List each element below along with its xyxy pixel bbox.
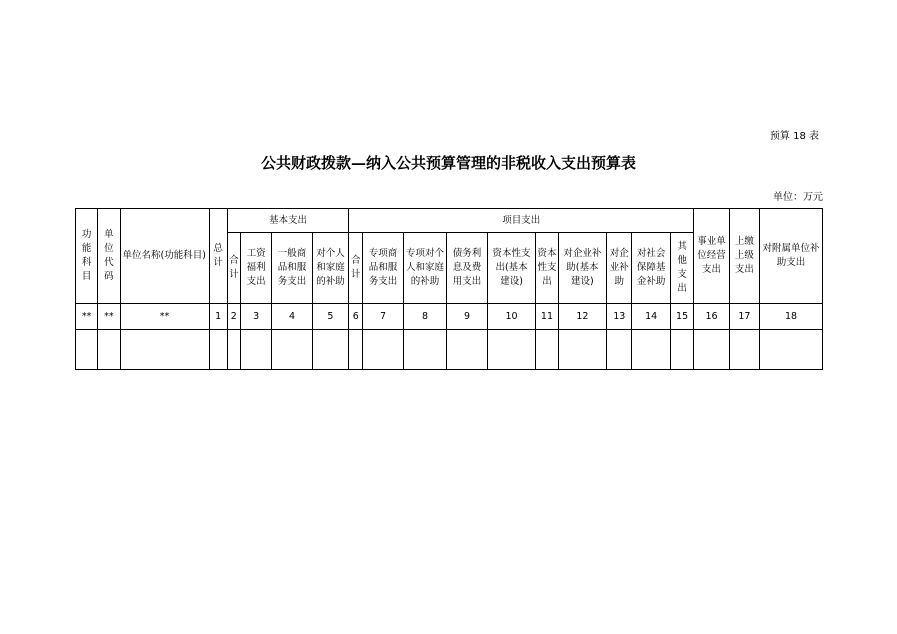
empty-cell: [349, 330, 363, 370]
empty-cell: [607, 330, 632, 370]
header-unit-code: 单 位 代 码: [98, 209, 120, 304]
empty-cell: [694, 330, 729, 370]
header-project-col: 专项对个 人和家庭 的补助: [403, 233, 447, 304]
index-cell: 2: [227, 304, 240, 330]
header-upper-remittance: 上缴 上级 支出: [729, 209, 759, 304]
header-total: 总 计: [209, 209, 227, 304]
index-cell: 4: [272, 304, 312, 330]
empty-cell: [487, 330, 536, 370]
table-row-empty: [76, 330, 823, 370]
empty-cell: [76, 330, 98, 370]
header-project-col: 对社会 保障基 金补助: [632, 233, 670, 304]
index-cell: 15: [670, 304, 693, 330]
empty-cell: [240, 330, 271, 370]
index-cell: 8: [403, 304, 447, 330]
index-cell: 1: [209, 304, 227, 330]
empty-cell: [209, 330, 227, 370]
empty-cell: [558, 330, 607, 370]
header-subsidiary-subsidy: 对附属单位补 助支出: [760, 209, 823, 304]
index-cell: 11: [536, 304, 558, 330]
index-cell: **: [76, 304, 98, 330]
empty-cell: [363, 330, 403, 370]
empty-cell: [98, 330, 120, 370]
header-project-col: 资本 性支 出: [536, 233, 558, 304]
header-project-col: 对企 业补 助: [607, 233, 632, 304]
header-project-col: 专项商 品和服 务支出: [363, 233, 403, 304]
index-cell: 18: [760, 304, 823, 330]
header-basic-expenditure: 基本支出: [227, 209, 348, 233]
header-basic-col: 工资 福利 支出: [240, 233, 271, 304]
header-unit-name: 单位名称(功能科目): [120, 209, 209, 304]
header-project-col: 合 计: [349, 233, 363, 304]
empty-cell: [312, 330, 348, 370]
unit-label: 单位：万元: [773, 192, 823, 203]
header-project-col: 资本性支 出(基本 建设): [487, 233, 536, 304]
empty-cell: [447, 330, 487, 370]
header-project-expenditure: 项目支出: [349, 209, 694, 233]
index-cell: 14: [632, 304, 670, 330]
page-title: 公共财政拨款—纳入公共预算管理的非税收入支出预算表: [260, 154, 636, 172]
header-business-expenditure: 事业单 位经营 支出: [694, 209, 729, 304]
index-cell: 16: [694, 304, 729, 330]
index-cell: 3: [240, 304, 271, 330]
index-cell: 12: [558, 304, 607, 330]
empty-cell: [227, 330, 240, 370]
index-cell: 9: [447, 304, 487, 330]
index-cell: 13: [607, 304, 632, 330]
empty-cell: [632, 330, 670, 370]
empty-cell: [120, 330, 209, 370]
table-row-index: [76, 304, 823, 330]
header-basic-col: 对个人 和家庭 的补助: [312, 233, 348, 304]
index-cell: 5: [312, 304, 348, 330]
header-function-code: 功 能 科 目: [76, 209, 98, 304]
header-project-col: 其 他 支 出: [670, 233, 693, 304]
index-cell: 17: [729, 304, 759, 330]
index-cell: 7: [363, 304, 403, 330]
empty-cell: [670, 330, 693, 370]
header-project-col: 债务利 息及费 用支出: [447, 233, 487, 304]
header-basic-col: 合 计: [227, 233, 240, 304]
empty-cell: [403, 330, 447, 370]
budget-table: [75, 208, 823, 370]
index-cell: 6: [349, 304, 363, 330]
header-project-col: 对企业补 助(基本 建设): [558, 233, 607, 304]
empty-cell: [729, 330, 759, 370]
header-basic-col: 一般商 品和服 务支出: [272, 233, 312, 304]
index-cell: **: [98, 304, 120, 330]
index-cell: 10: [487, 304, 536, 330]
empty-cell: [272, 330, 312, 370]
empty-cell: [536, 330, 558, 370]
index-cell: **: [120, 304, 209, 330]
empty-cell: [760, 330, 823, 370]
form-number: 预算 18 表: [769, 131, 819, 142]
